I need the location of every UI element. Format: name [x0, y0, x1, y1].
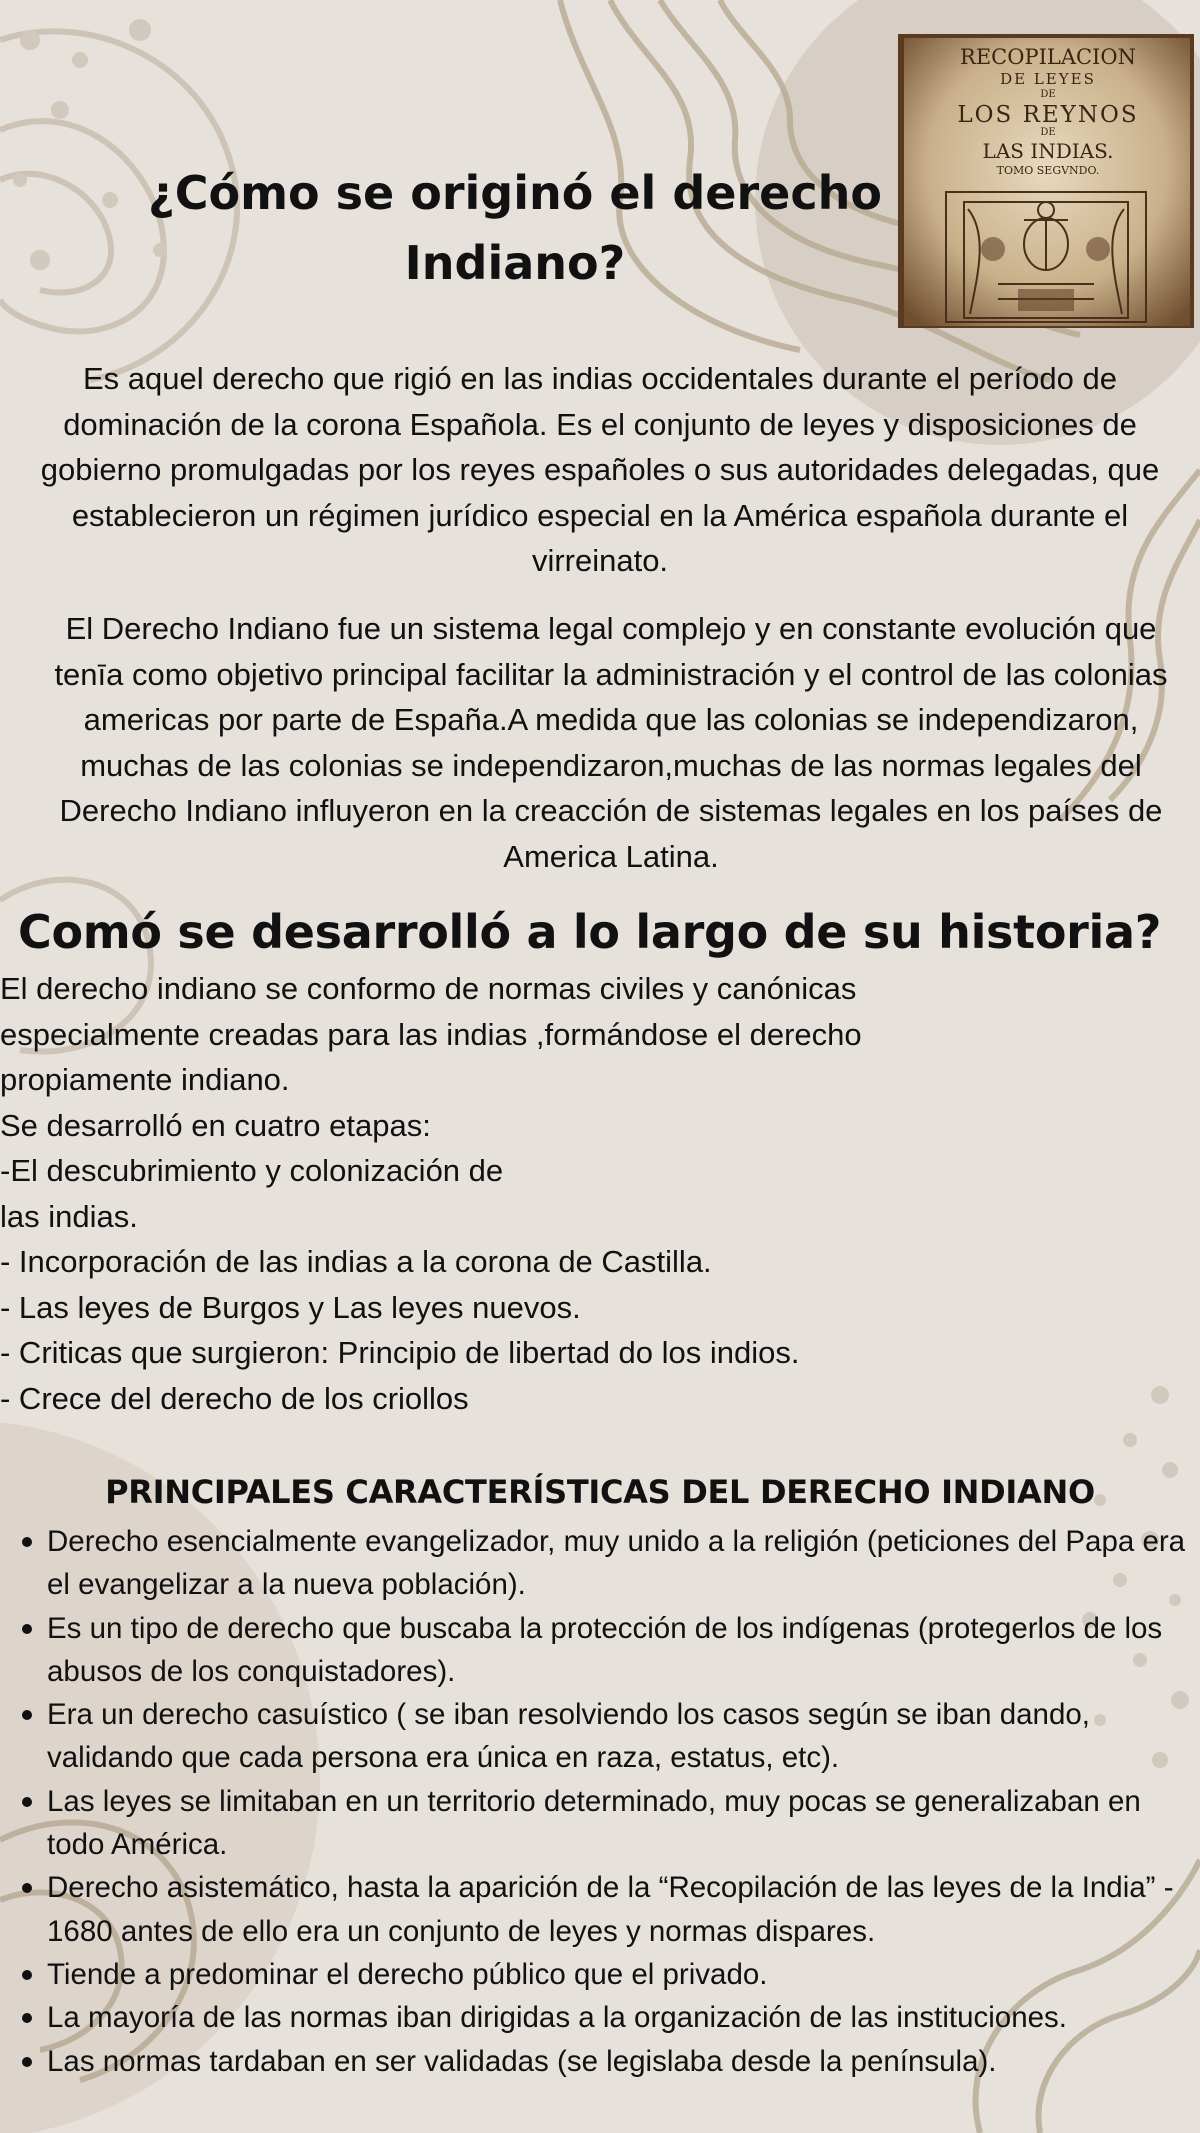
history-line: El derecho indiano se conformo de normas civiles y canónicas	[0, 971, 857, 1006]
list-item: Las leyes se limitaban en un territorio determinado, muy pocas se generalizaban en todo América.	[0, 1780, 1195, 1867]
history-line: Se desarrolló en cuatro etapas:	[0, 1107, 431, 1143]
list-item: Es un tipo de derecho que buscaba la protección de los indígenas (protegerlos de los abusos de los conquistadores).	[0, 1607, 1195, 1694]
book-line: DE	[1040, 127, 1056, 138]
history-heading: Comó se desarrolló a lo largo de su historia?	[18, 905, 1162, 959]
history-line: propiamente indiano.	[0, 1062, 290, 1097]
list-item: Derecho esencialmente evangelizador, muy unido a la religión (peticiones del Papa era el evangelizar a la nueva población).	[0, 1520, 1195, 1607]
page-title: ¿Cómo se originó el derecho Indiano?	[148, 166, 882, 290]
list-item: La mayoría de las normas iban dirigidas a la organización de las instituciones.	[0, 1996, 1195, 2039]
book-line: TOMO SEGVNDO.	[996, 164, 1100, 177]
features-heading: PRINCIPALES CARACTERÍSTICAS DEL DERECHO INDIANO	[105, 1473, 1095, 1511]
book-line: LAS INDIAS.	[982, 139, 1114, 163]
list-item: Derecho asistemático, hasta la aparición de la “Recopilación de las leyes de la India” - 1680 antes de ello era un conjunto de leyes y normas dispares.	[0, 1866, 1195, 1953]
list-item: Era un derecho casuístico ( se iban resolviendo los casos según se iban dando, validando que cada persona era única en raza, estatus, etc).	[0, 1693, 1195, 1780]
history-line: - Crece del derecho de los criollos	[0, 1380, 469, 1416]
book-title-text	[957, 45, 1138, 177]
book-line: DE	[1040, 89, 1056, 100]
history-text	[0, 966, 1195, 1421]
book-line: DE LEYES	[1000, 70, 1096, 88]
book-line: RECOPILACION	[960, 45, 1136, 69]
book-line: LOS REYNOS	[957, 102, 1139, 128]
history-line: especialmente creadas para las indias ,formándose el derecho	[0, 1016, 862, 1052]
intro-paragraph-2: El Derecho Indiano fue un sistema legal complejo y en constante evolución que tenīa como objetivo principal facilitar la administración y el control de las colonias americas por parte de España.A medida que las colonias se independizaron, muchas de las colonias se independizaron,muchas de las normas legales del Derecho Indiano influyeron en la creacción de sistemas legales en los países de America Latina.	[54, 611, 1168, 874]
list-item: Tiende a predominar el derecho público que el privado.	[0, 1953, 1195, 1996]
features-list	[0, 1520, 1195, 2083]
history-line: - Las leyes de Burgos y Las leyes nuevos.	[0, 1289, 581, 1325]
recopilacion-book-image	[898, 34, 1194, 328]
history-line: las indias.	[0, 1198, 138, 1234]
list-item: Las normas tardaban en ser validadas (se legislaba desde la península).	[0, 2040, 1195, 2083]
history-line: -El descubrimiento y colonización de	[0, 1153, 504, 1188]
history-line: - Criticas que surgieron: Principio de libertad do los indios.	[0, 1335, 800, 1370]
history-line: - Incorporación de las indias a la corona de Castilla.	[0, 1244, 712, 1279]
intro-paragraph-1: Es aquel derecho que rigió en las indias occidentales durante el período de dominación de la corona Española. Es el conjunto de leyes y disposiciones de gobierno promulgadas por los reyes españoles o sus autoridades delegadas, que establecieron un régimen jurídico especial en la América española durante el virreinato.	[40, 361, 1160, 578]
